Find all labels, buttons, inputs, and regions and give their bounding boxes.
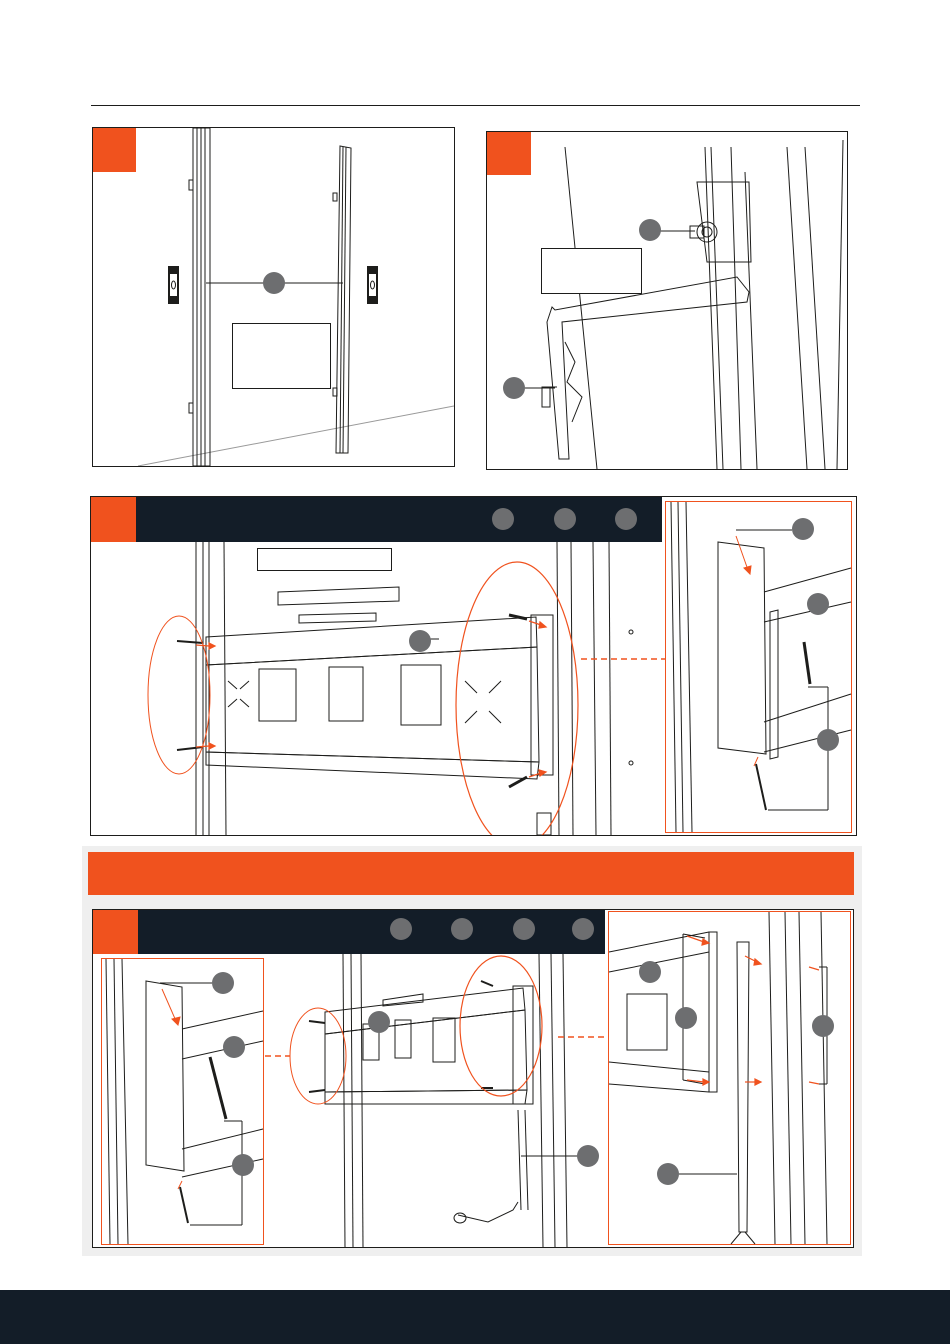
step-3-detail-illustration	[666, 502, 851, 832]
step-3-panel	[90, 496, 857, 836]
step-4-right-detail-frame	[608, 911, 851, 1245]
optional-section	[82, 846, 862, 1256]
callout-marker	[263, 272, 285, 294]
header-rule	[91, 105, 860, 106]
callout-marker	[409, 630, 431, 652]
callout-marker	[792, 518, 814, 540]
step-2-illustration	[487, 132, 847, 469]
step-4-panel	[92, 909, 854, 1248]
step-1-illustration	[93, 128, 454, 466]
step-1-panel	[92, 127, 455, 467]
callout-marker	[368, 1011, 390, 1033]
arrow-icon	[687, 936, 819, 1085]
callout-marker	[657, 1163, 679, 1185]
step-3-detail-frame	[665, 501, 852, 833]
callout-marker	[807, 593, 829, 615]
page-footer	[0, 1290, 950, 1344]
screw-icon	[177, 615, 527, 787]
callout-marker	[675, 1007, 697, 1029]
callout-marker	[639, 961, 661, 983]
level-icon	[367, 266, 378, 304]
optional-banner	[88, 852, 854, 895]
callout-marker	[503, 377, 525, 399]
step-4-right-detail-illustration	[609, 912, 850, 1244]
callout-marker	[817, 729, 839, 751]
step-2-label-box	[541, 248, 642, 294]
callout-marker	[639, 219, 661, 241]
level-icon	[168, 266, 179, 304]
callout-marker	[812, 1015, 834, 1037]
callout-marker	[577, 1145, 599, 1167]
step-3-label-box	[257, 548, 392, 571]
step-1-label-box	[232, 323, 331, 389]
step-2-panel	[486, 131, 848, 470]
